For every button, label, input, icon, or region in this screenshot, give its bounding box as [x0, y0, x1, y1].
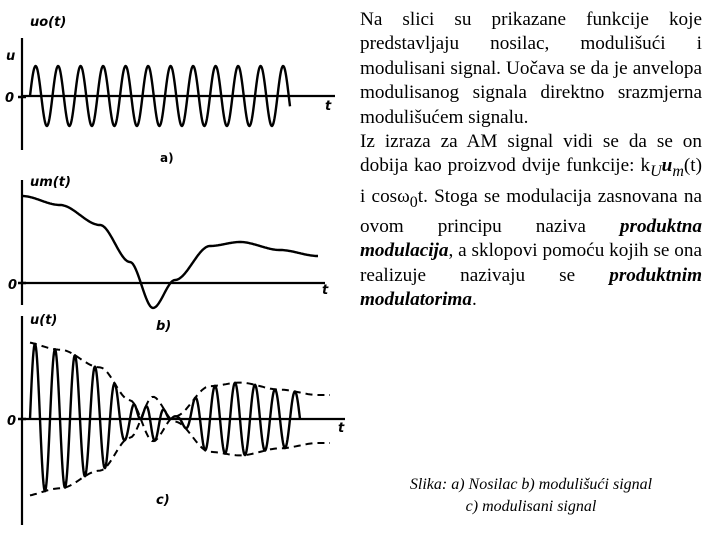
panel-b-modulating-wave [22, 196, 318, 308]
panel-b-zero-label: 0 [8, 278, 18, 293]
p2-part2: (t) i cosω [360, 155, 702, 207]
p2-part1: Iz izraza za AM signal vidi se da se on dobija kao proizvod dvije funkcije: k [360, 131, 702, 177]
p2-sub-m: m [672, 163, 684, 181]
panel-c-modulated-wave [30, 344, 300, 491]
panel-a-zero-label: 0 [5, 91, 15, 106]
panel-b-modulating [8, 175, 329, 334]
panel-a-y-label: uo(t) [30, 15, 67, 30]
panel-c-zero-label: 0 [7, 414, 17, 429]
paragraph-2 [360, 130, 702, 313]
term-produktnim-modulatorima: produktnim modulatorima [360, 264, 702, 311]
paragraph-1: Na slici su prikazane funkcije koje predstavljaju nosilac, modulišući i modulisani signal. Uočava se da je anvelopa modulisanog signala direktno srazmjerna modulišućem signalu. [360, 9, 702, 128]
p2-part3: t. Stoga se modulacija zasnovana na ovom principu naziva [360, 185, 702, 237]
panel-a-u-letter: u [6, 49, 16, 64]
figure-svg [0, 0, 350, 540]
caption-line-2: c) modulisani signal [465, 498, 597, 515]
panel-a-carrier [5, 15, 335, 165]
caption-line-1: Slika: a) Nosilac b) modulišući signal [409, 476, 653, 493]
panel-a-t-label: t [325, 99, 332, 114]
panel-c-t-label: t [338, 421, 345, 436]
panel-b-tag: b) [156, 319, 172, 334]
p2-sub-u: U [650, 163, 662, 181]
panel-c-tag: c) [156, 493, 170, 508]
panel-a-tag: a) [160, 151, 174, 165]
p2-var-u: u [661, 155, 673, 177]
panel-c-modulated [7, 313, 345, 525]
figure-panel [0, 0, 350, 540]
term-produktna-modulacija: produktna modulacija [360, 215, 702, 262]
p2-end: . [471, 289, 477, 311]
body-text [360, 8, 702, 313]
p2-sub-0: 0 [409, 193, 418, 211]
p2-part4: , a sklopovi pomoću kojih se ona realizuje nazivaju se [360, 240, 702, 286]
panel-c-y-label: u(t) [30, 313, 58, 328]
figure-caption [360, 474, 702, 518]
panel-b-y-label: um(t) [30, 175, 71, 190]
panel-b-t-label: t [322, 283, 329, 298]
